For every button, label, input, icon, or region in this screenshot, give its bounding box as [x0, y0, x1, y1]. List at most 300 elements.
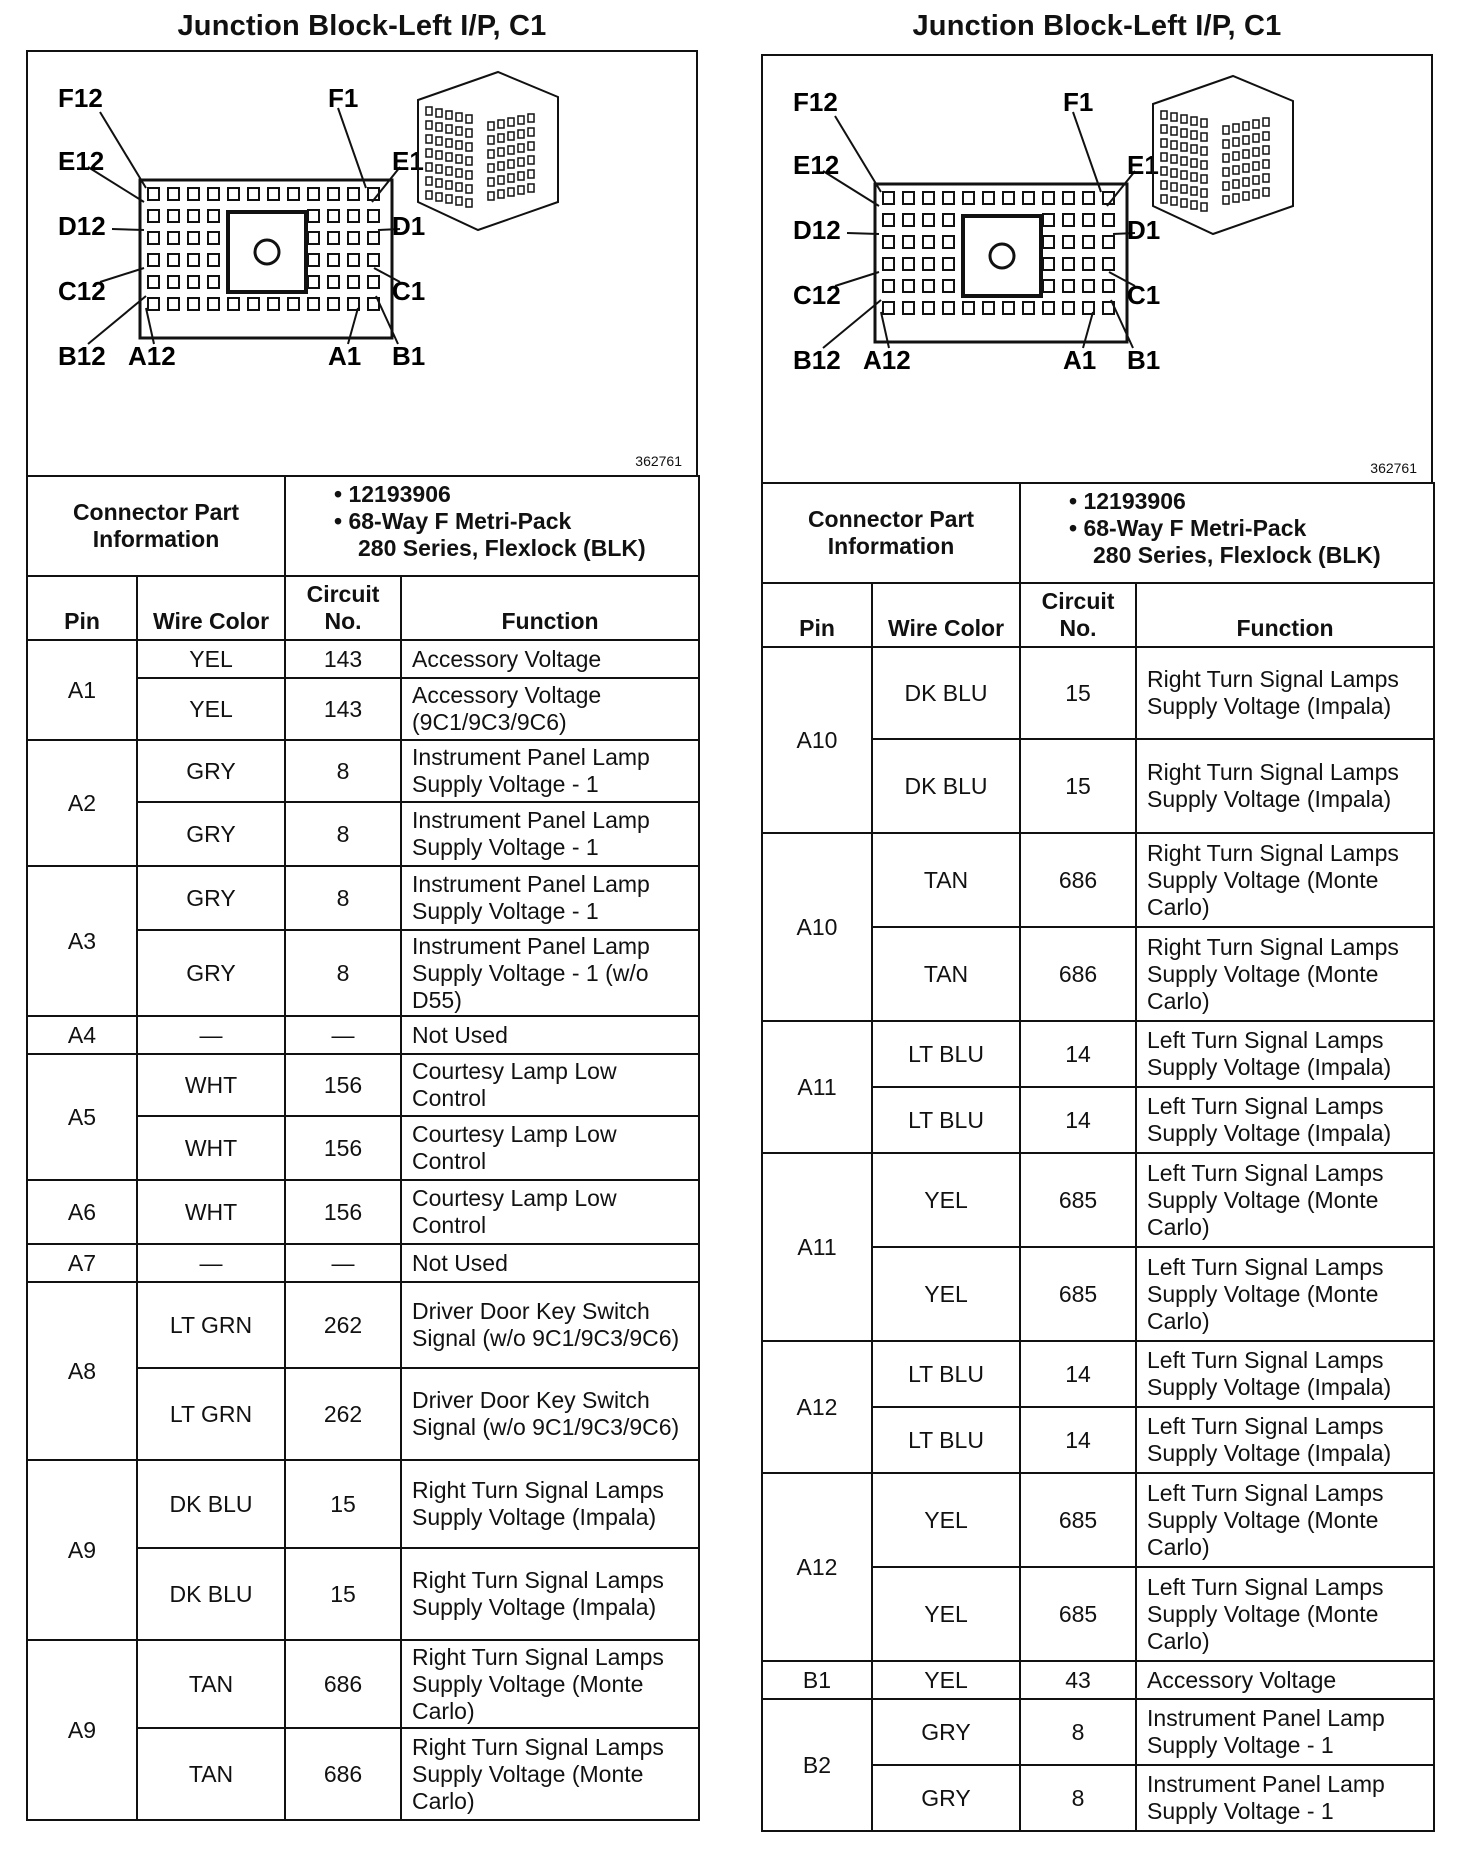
pin-cavity — [1103, 258, 1114, 270]
table-row — [27, 1460, 699, 1548]
leader-line — [100, 268, 144, 282]
pin-cavity — [148, 254, 159, 266]
circuit-cell: 686 — [285, 1728, 401, 1820]
pin-cavity — [248, 298, 259, 310]
isometric-cavity — [456, 113, 462, 121]
pin-column-header: Pin — [27, 576, 137, 640]
table-row — [27, 1180, 699, 1244]
isometric-cavity — [426, 177, 432, 185]
circuit-cell: — — [285, 1244, 401, 1282]
isometric-cavity — [1191, 187, 1197, 195]
connector-diagram — [26, 50, 698, 475]
function-cell: Instrument Panel Lamp Supply Voltage - 1 — [401, 866, 699, 930]
function-column-header: Function — [401, 576, 699, 640]
connector-info-line: • 68-Way F Metri-Pack — [334, 508, 572, 534]
pin-cavity — [903, 192, 914, 204]
isometric-cavity — [456, 169, 462, 177]
table-row — [762, 1021, 1434, 1087]
wire-color-cell: LT GRN — [137, 1282, 285, 1368]
leader-line — [835, 116, 881, 192]
pin-cavity — [188, 276, 199, 288]
pin-cavity — [308, 276, 319, 288]
isometric-cavity — [1191, 201, 1197, 209]
isometric-cavity — [1191, 145, 1197, 153]
function-column-header: Function — [1136, 583, 1434, 647]
connector-info-line: • 68-Way F Metri-Pack — [1069, 515, 1307, 541]
circuit-cell: 15 — [285, 1548, 401, 1640]
pin-cavity — [208, 232, 219, 244]
pin-cavity — [208, 298, 219, 310]
circuit-cell: 14 — [1020, 1341, 1136, 1407]
isometric-cavity — [1243, 192, 1249, 200]
pin-cavity — [1083, 258, 1094, 270]
connector-info-line: • 12193906 — [1069, 488, 1186, 514]
column-header-row — [762, 583, 1434, 647]
isometric-cavity — [488, 150, 494, 158]
connector-info-line: 280 Series, Flexlock (BLK) — [1093, 542, 1381, 568]
wire-color-cell: DK BLU — [872, 647, 1020, 739]
isometric-cavity — [1181, 143, 1187, 151]
pin-label: F1 — [1063, 87, 1094, 117]
wire-color-cell: YEL — [872, 1247, 1020, 1341]
pin-cavity — [1103, 280, 1114, 292]
isometric-cavity — [446, 181, 452, 189]
isometric-cavity — [1191, 159, 1197, 167]
isometric-cavity — [436, 151, 442, 159]
pin-cavity — [328, 210, 339, 222]
isometric-cavity — [1161, 167, 1167, 175]
isometric-cavity — [1161, 195, 1167, 203]
pin-cell: A7 — [27, 1244, 137, 1282]
isometric-cavity — [456, 155, 462, 163]
pin-cavity — [208, 276, 219, 288]
pin-cavity — [148, 210, 159, 222]
function-cell: Left Turn Signal Lamps Supply Voltage (Impala) — [1136, 1021, 1434, 1087]
leader-line — [1073, 112, 1101, 192]
isometric-cavity — [1161, 139, 1167, 147]
circuit-cell: 143 — [285, 678, 401, 740]
isometric-cavity — [1223, 182, 1229, 190]
pin-cavity — [883, 302, 894, 314]
isometric-cavity — [1181, 199, 1187, 207]
pin-cavity — [1043, 192, 1054, 204]
isometric-cavity — [466, 157, 472, 165]
pin-cavity — [228, 188, 239, 200]
wire-color-cell: LT BLU — [872, 1087, 1020, 1153]
pin-cell: A12 — [762, 1341, 872, 1473]
pin-cavity — [903, 258, 914, 270]
panel-title: Junction Block-Left I/P, C1 — [912, 10, 1282, 42]
pin-cavity — [1043, 280, 1054, 292]
isometric-cavity — [488, 178, 494, 186]
connector-face-drawing — [28, 52, 696, 477]
isometric-cavity — [528, 156, 534, 164]
pin-cavity — [1103, 236, 1114, 248]
pin-cavity — [168, 210, 179, 222]
pin-cavity — [1003, 302, 1014, 314]
wire-color-cell: GRY — [137, 740, 285, 802]
function-cell: Courtesy Lamp Low Control — [401, 1054, 699, 1116]
table-row — [27, 1016, 699, 1054]
pin-cell: A1 — [27, 640, 137, 740]
pin-cavity — [248, 188, 259, 200]
function-cell: Right Turn Signal Lamps Supply Voltage (Monte Carlo) — [1136, 927, 1434, 1021]
pin-label: E1 — [392, 146, 424, 176]
circuit-cell: 8 — [285, 930, 401, 1016]
isometric-cavity — [1233, 194, 1239, 202]
circuit-column-header: Circuit No. — [285, 576, 401, 640]
isometric-cavity — [1243, 164, 1249, 172]
table-row — [27, 1282, 699, 1368]
circuit-cell: 686 — [285, 1640, 401, 1728]
pin-cavity — [168, 232, 179, 244]
isometric-cavity — [1171, 113, 1177, 121]
isometric-cavity — [1243, 122, 1249, 130]
table-row — [27, 1640, 699, 1728]
pin-cavity — [308, 298, 319, 310]
circuit-cell: 156 — [285, 1180, 401, 1244]
circuit-cell: 15 — [285, 1460, 401, 1548]
isometric-cavity — [498, 190, 504, 198]
isometric-cavity — [1181, 157, 1187, 165]
function-cell: Driver Door Key Switch Signal (w/o 9C1/9C3/9C6) — [401, 1282, 699, 1368]
pin-cavity — [943, 214, 954, 226]
function-cell: Left Turn Signal Lamps Supply Voltage (Monte Carlo) — [1136, 1473, 1434, 1567]
isometric-cavity — [1253, 134, 1259, 142]
pin-cavity — [1083, 280, 1094, 292]
pin-label: C1 — [392, 276, 426, 306]
table-row — [27, 866, 699, 930]
pin-cavity — [1063, 236, 1074, 248]
isometric-cavity — [456, 197, 462, 205]
isometric-cavity — [446, 125, 452, 133]
isometric-cavity — [1243, 150, 1249, 158]
wire-color-cell: DK BLU — [137, 1460, 285, 1548]
wire-color-cell: — — [137, 1016, 285, 1054]
isometric-cavity — [1191, 131, 1197, 139]
pin-cavity — [188, 254, 199, 266]
pin-cell: A10 — [762, 647, 872, 833]
isometric-cavity — [426, 191, 432, 199]
wire-color-cell: YEL — [872, 1473, 1020, 1567]
pin-label: C12 — [793, 280, 841, 310]
isometric-cavity — [436, 123, 442, 131]
isometric-cavity — [426, 107, 432, 115]
function-cell: Left Turn Signal Lamps Supply Voltage (Monte Carlo) — [1136, 1247, 1434, 1341]
pin-cavity — [148, 298, 159, 310]
leader-line — [338, 108, 366, 188]
function-cell: Left Turn Signal Lamps Supply Voltage (Monte Carlo) — [1136, 1567, 1434, 1661]
isometric-cavity — [426, 163, 432, 171]
wire-color-cell: TAN — [872, 833, 1020, 927]
wire-color-column-header: Wire Color — [137, 576, 285, 640]
pin-cavity — [348, 210, 359, 222]
pin-cavity — [308, 210, 319, 222]
isometric-cavity — [518, 172, 524, 180]
pin-cavity — [348, 276, 359, 288]
table-row — [27, 640, 699, 678]
wire-color-cell: LT BLU — [872, 1021, 1020, 1087]
circuit-column-header: Circuit No. — [1020, 583, 1136, 647]
function-cell: Right Turn Signal Lamps Supply Voltage (Impala) — [1136, 647, 1434, 739]
isometric-cavity — [518, 144, 524, 152]
circuit-cell: 685 — [1020, 1567, 1136, 1661]
pin-cavity — [308, 188, 319, 200]
isometric-cavity — [1201, 175, 1207, 183]
pin-label: E1 — [1127, 150, 1159, 180]
connector-info-values — [1020, 483, 1434, 583]
isometric-cavity — [1171, 197, 1177, 205]
isometric-cavity — [1223, 140, 1229, 148]
pin-cavity — [148, 188, 159, 200]
function-cell: Instrument Panel Lamp Supply Voltage - 1 — [1136, 1765, 1434, 1831]
isometric-cavity — [1223, 126, 1229, 134]
wire-color-cell: GRY — [137, 930, 285, 1016]
pin-cavity — [1063, 192, 1074, 204]
pin-cavity — [1023, 192, 1034, 204]
isometric-cavity — [1191, 117, 1197, 125]
pinout-table — [761, 482, 1435, 1832]
circuit-cell: 15 — [1020, 739, 1136, 833]
isometric-cavity — [446, 167, 452, 175]
pin-cavity — [1083, 214, 1094, 226]
connector-info-row — [27, 476, 699, 576]
function-cell: Accessory Voltage — [1136, 1661, 1434, 1699]
isometric-cavity — [466, 143, 472, 151]
isometric-cavity — [1243, 178, 1249, 186]
pin-label: F12 — [58, 83, 103, 113]
isometric-cavity — [466, 185, 472, 193]
pin-cavity — [1063, 258, 1074, 270]
function-cell: Instrument Panel Lamp Supply Voltage - 1 — [1136, 1699, 1434, 1765]
wire-color-cell: TAN — [137, 1728, 285, 1820]
pin-cavity — [308, 254, 319, 266]
center-latch — [228, 212, 306, 292]
pin-label: B1 — [1127, 345, 1161, 375]
circuit-cell: 685 — [1020, 1473, 1136, 1567]
pin-cavity — [328, 232, 339, 244]
isometric-cavity — [518, 186, 524, 194]
function-cell: Right Turn Signal Lamps Supply Voltage (Impala) — [401, 1548, 699, 1640]
table-row — [762, 1661, 1434, 1699]
pin-cavity — [903, 280, 914, 292]
isometric-cavity — [508, 118, 514, 126]
isometric-cavity — [1161, 153, 1167, 161]
isometric-cavity — [498, 134, 504, 142]
isometric-cavity — [1223, 168, 1229, 176]
isometric-cavity — [528, 114, 534, 122]
pin-label: E12 — [58, 146, 105, 176]
isometric-cavity — [1263, 118, 1269, 126]
function-cell: Right Turn Signal Lamps Supply Voltage (Impala) — [401, 1460, 699, 1548]
wire-color-cell: LT BLU — [872, 1341, 1020, 1407]
isometric-cavity — [508, 146, 514, 154]
pin-label: D1 — [1127, 215, 1161, 245]
pin-label: E12 — [793, 150, 840, 180]
circuit-cell: 14 — [1020, 1407, 1136, 1473]
circuit-cell: 685 — [1020, 1153, 1136, 1247]
isometric-cavity — [508, 160, 514, 168]
isometric-cavity — [488, 164, 494, 172]
circuit-cell: 15 — [1020, 647, 1136, 739]
pin-cell: A9 — [27, 1460, 137, 1640]
pin-cavity — [348, 232, 359, 244]
table-row — [27, 1054, 699, 1116]
isometric-cavity — [528, 170, 534, 178]
isometric-cavity — [456, 141, 462, 149]
pin-cell: A12 — [762, 1473, 872, 1661]
wire-color-cell: DK BLU — [137, 1548, 285, 1640]
isometric-cavity — [1233, 152, 1239, 160]
pin-cavity — [188, 298, 199, 310]
wire-color-cell: LT GRN — [137, 1368, 285, 1460]
pin-cavity — [1003, 192, 1014, 204]
pin-label: D12 — [58, 211, 106, 241]
pin-cell: A4 — [27, 1016, 137, 1054]
pin-cell: A3 — [27, 866, 137, 1016]
wire-color-cell: TAN — [872, 927, 1020, 1021]
pin-cavity — [1063, 302, 1074, 314]
isometric-cavity — [1161, 181, 1167, 189]
pin-cavity — [903, 236, 914, 248]
isometric-cavity — [508, 188, 514, 196]
wire-color-cell: YEL — [872, 1567, 1020, 1661]
pin-cell: A2 — [27, 740, 137, 866]
function-cell: Accessory Voltage (9C1/9C3/9C6) — [401, 678, 699, 740]
pin-cavity — [883, 236, 894, 248]
wire-color-cell: YEL — [137, 640, 285, 678]
table-row — [27, 740, 699, 802]
function-cell: Not Used — [401, 1244, 699, 1282]
isometric-cavity — [436, 165, 442, 173]
isometric-cavity — [1171, 183, 1177, 191]
isometric-cavity — [528, 128, 534, 136]
wire-color-cell: YEL — [872, 1661, 1020, 1699]
isometric-cavity — [1263, 188, 1269, 196]
connector-body — [875, 184, 1127, 342]
pin-cavity — [368, 254, 379, 266]
connector-info-line: • 12193906 — [334, 481, 451, 507]
isometric-cavity — [436, 109, 442, 117]
pin-label: A12 — [863, 345, 911, 375]
pin-cavity — [148, 276, 159, 288]
pin-cavity — [1083, 192, 1094, 204]
panel-title: Junction Block-Left I/P, C1 — [177, 10, 547, 42]
pin-label: C12 — [58, 276, 106, 306]
pin-cavity — [963, 302, 974, 314]
circuit-cell: 8 — [1020, 1765, 1136, 1831]
isometric-cavity — [1201, 147, 1207, 155]
circuit-cell: 43 — [1020, 1661, 1136, 1699]
function-cell: Instrument Panel Lamp Supply Voltage - 1 (w/o D55) — [401, 930, 699, 1016]
pin-cavity — [1063, 214, 1074, 226]
isometric-cavity — [1263, 160, 1269, 168]
isometric-cavity — [446, 139, 452, 147]
isometric-cavity — [436, 193, 442, 201]
circuit-cell: 143 — [285, 640, 401, 678]
pin-label: A1 — [328, 341, 362, 371]
isometric-cavity — [466, 199, 472, 207]
pin-cavity — [1043, 302, 1054, 314]
function-cell: Accessory Voltage — [401, 640, 699, 678]
function-cell: Instrument Panel Lamp Supply Voltage - 1 — [401, 802, 699, 866]
circuit-cell: 8 — [285, 866, 401, 930]
isometric-cavity — [1243, 136, 1249, 144]
function-cell: Courtesy Lamp Low Control — [401, 1116, 699, 1180]
function-cell: Right Turn Signal Lamps Supply Voltage (Impala) — [1136, 739, 1434, 833]
leader-line — [835, 272, 879, 286]
pin-cavity — [1023, 302, 1034, 314]
connector-face-drawing — [763, 56, 1431, 484]
isometric-cavity — [498, 162, 504, 170]
circuit-cell: 262 — [285, 1282, 401, 1368]
pinout-table — [26, 475, 700, 1821]
pin-cell: A6 — [27, 1180, 137, 1244]
function-cell: Driver Door Key Switch Signal (w/o 9C1/9C3/9C6) — [401, 1368, 699, 1460]
circuit-cell: 686 — [1020, 833, 1136, 927]
pin-cavity — [883, 214, 894, 226]
pin-cavity — [983, 192, 994, 204]
pin-cavity — [208, 254, 219, 266]
pin-cell: A10 — [762, 833, 872, 1021]
latch-hole — [990, 244, 1014, 268]
isometric-cavity — [436, 137, 442, 145]
center-latch — [963, 216, 1041, 296]
pin-cavity — [168, 254, 179, 266]
isometric-cavity — [1201, 161, 1207, 169]
isometric-cavity — [518, 116, 524, 124]
wire-color-cell: WHT — [137, 1116, 285, 1180]
isometric-cavity — [1233, 138, 1239, 146]
function-cell: Instrument Panel Lamp Supply Voltage - 1 — [401, 740, 699, 802]
isometric-cavity — [1171, 127, 1177, 135]
pin-label: F1 — [328, 83, 359, 113]
pin-cavity — [368, 276, 379, 288]
isometric-cavity — [426, 149, 432, 157]
wire-color-cell: TAN — [137, 1640, 285, 1728]
isometric-cavity — [466, 115, 472, 123]
pin-label: B12 — [793, 345, 841, 375]
pin-cavity — [168, 188, 179, 200]
pin-cavity — [1063, 280, 1074, 292]
pin-cavity — [903, 302, 914, 314]
pin-cavity — [943, 302, 954, 314]
connector-body — [140, 180, 392, 338]
pin-cavity — [883, 192, 894, 204]
pin-cell: B1 — [762, 1661, 872, 1699]
table-row — [762, 833, 1434, 927]
isometric-cavity — [446, 195, 452, 203]
connector-diagram — [761, 54, 1433, 482]
pin-cavity — [368, 210, 379, 222]
connector-info-line: 280 Series, Flexlock (BLK) — [358, 535, 646, 561]
pin-cavity — [268, 298, 279, 310]
pin-label: B12 — [58, 341, 106, 371]
isometric-cavity — [446, 111, 452, 119]
isometric-cavity — [1161, 111, 1167, 119]
left-panel — [26, 0, 698, 1870]
pin-cell: A5 — [27, 1054, 137, 1180]
pin-cavity — [268, 188, 279, 200]
pin-cavity — [348, 188, 359, 200]
function-cell: Left Turn Signal Lamps Supply Voltage (Impala) — [1136, 1407, 1434, 1473]
function-cell: Right Turn Signal Lamps Supply Voltage (Monte Carlo) — [401, 1640, 699, 1728]
table-row — [762, 1153, 1434, 1247]
isometric-cavity — [1233, 180, 1239, 188]
isometric-cavity — [488, 122, 494, 130]
pin-cavity — [923, 302, 934, 314]
pin-cell: B2 — [762, 1699, 872, 1831]
